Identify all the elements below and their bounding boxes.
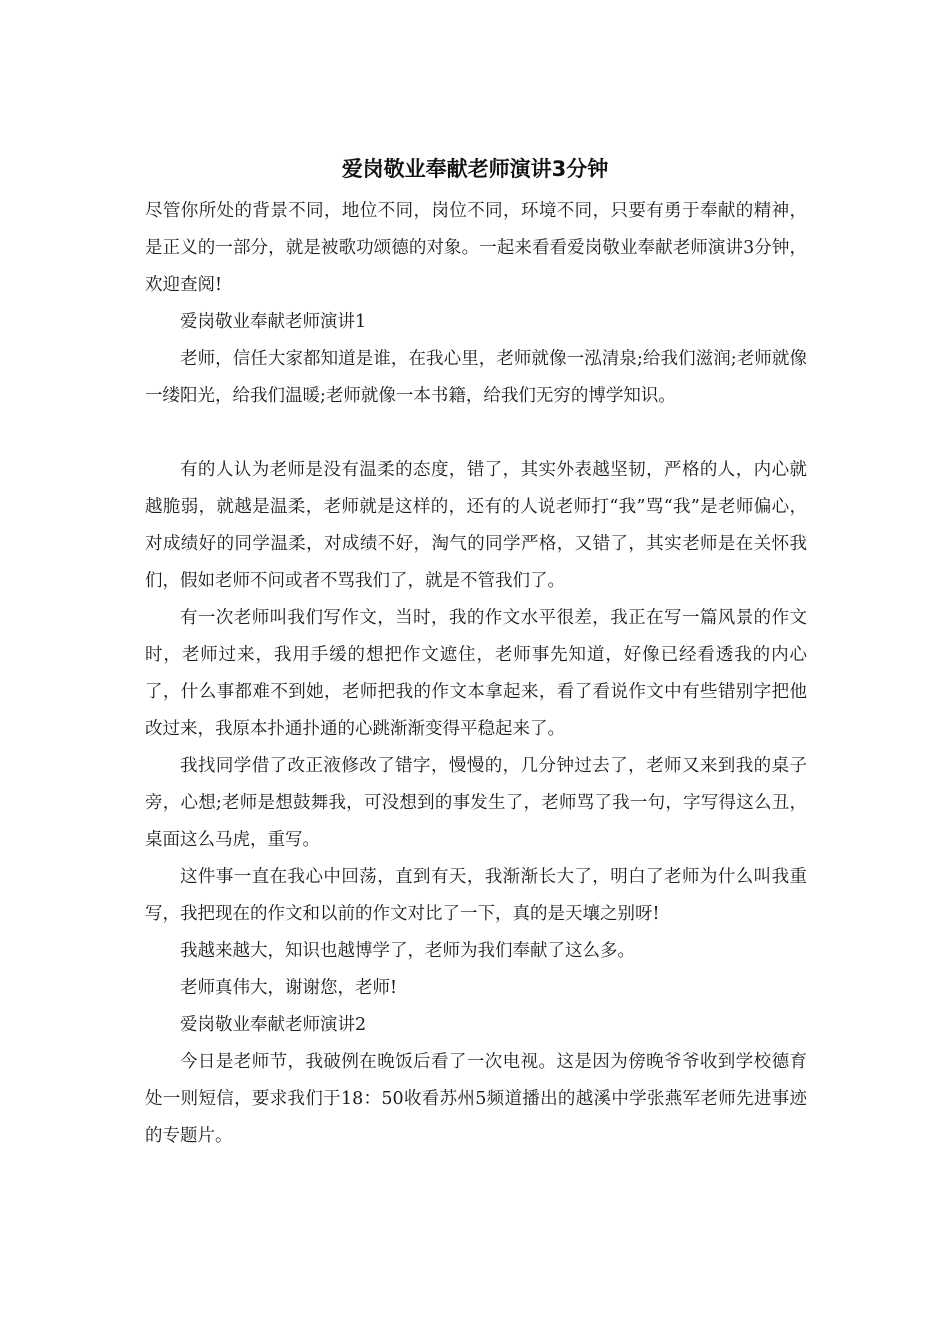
intro-paragraph: 尽管你所处的背景不同，地位不同，岗位不同，环境不同，只要有勇于奉献的精神，是正义的一部分，就是被歌功颂德的对象。一起来看看爱岗敬业奉献老师演讲3分钟，欢迎查阅! — [145, 201, 807, 295]
paragraph: 这件事一直在我心中回荡，直到有天，我渐渐长大了，明白了老师为什么叫我重写，我把现在的作文和以前的作文对比了一下，真的是天壤之别呀! — [145, 867, 807, 924]
paragraph: 有的人认为老师是没有温柔的态度，错了，其实外表越坚韧，严格的人，内心就越脆弱，就越是温柔，老师就是这样的，还有的人说老师打“我”骂“我”是老师偏心，对成绩好的同学温柔，对成绩不好，淘气的同学严格，又错了，其实老师是在关怀我们，假如老师不问或者不骂我们了，就是不管我们了。 — [145, 460, 807, 591]
paragraph: 有一次老师叫我们写作文，当时，我的作文水平很差，我正在写一篇风景的作文时，老师过来，我用手缓的想把作文遮住，老师事先知道，好像已经看透我的内心了，什么事都难不到她，老师把我的作文本拿起来，看了看说作文中有些错别字把他改过来，我原本扑通扑通的心跳渐渐变得平稳起来了。 — [145, 608, 807, 739]
paragraph: 老师，信任大家都知道是谁，在我心里，老师就像一泓清泉;给我们滋润;老师就像一缕阳光，给我们温暖;老师就像一本书籍，给我们无穷的博学知识。 — [145, 349, 807, 406]
paragraph-spacer — [145, 415, 807, 452]
paragraph: 我找同学借了改正液修改了错字，慢慢的，几分钟过去了，老师又来到我的桌子旁，心想;老师是想鼓舞我，可没想到的事发生了，老师骂了我一句，字写得这么丑，桌面这么马虎，重写。 — [145, 756, 807, 850]
paragraph: 老师真伟大，谢谢您，老师! — [180, 978, 398, 998]
paragraph: 今日是老师节，我破例在晚饭后看了一次电视。这是因为傍晚爷爷收到学校德育处一则短信，要求我们于18：50收看苏州5频道播出的越溪中学张燕军老师先进事迹的专题片。 — [145, 1052, 807, 1146]
document-body — [145, 193, 807, 1155]
document-title: 爱岗敬业奉献老师演讲3分钟 — [341, 157, 609, 181]
section-heading-1: 爱岗敬业奉献老师演讲1 — [180, 312, 367, 332]
section-heading-2: 爱岗敬业奉献老师演讲2 — [180, 1015, 367, 1035]
paragraph: 我越来越大，知识也越博学了，老师为我们奉献了这么多。 — [180, 941, 635, 961]
